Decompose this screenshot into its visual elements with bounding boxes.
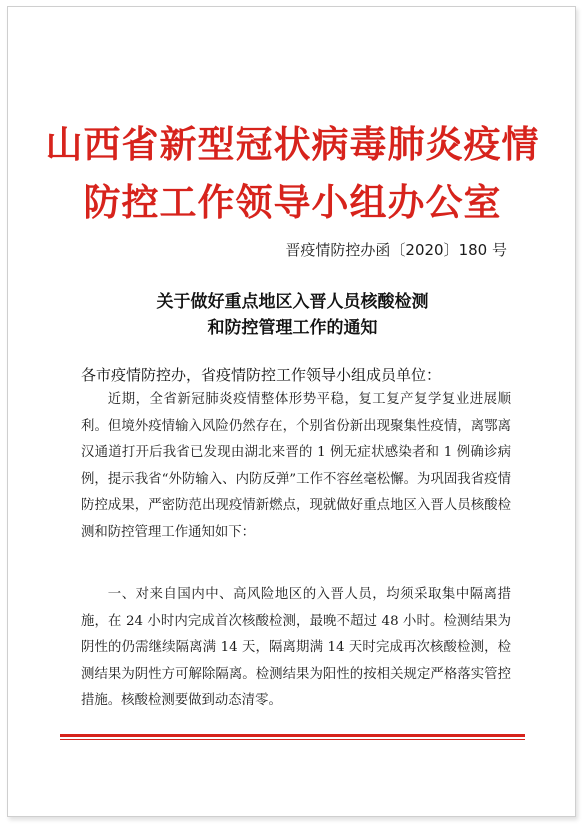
issuer-title-line1: 山西省新型冠状病毒肺炎疫情 bbox=[45, 122, 540, 166]
red-separator-thin bbox=[60, 739, 525, 740]
red-separator-thick bbox=[60, 734, 525, 737]
notice-title-line1: 关于做好重点地区入晋人员核酸检测 bbox=[156, 292, 429, 312]
document-number: 晋疫情防控办函〔2020〕180 号 bbox=[285, 241, 507, 259]
body-paragraph-1: 近期，全省新冠肺炎疫情整体形势平稳，复工复产复学复业进展顺利。但境外疫情输入风险仍然存在，个别省份新出现聚集性疫情，离鄂离汉通道打开后我省已发现由湖北来晋的 1 例无症状感染者和 1 例确诊病例，提示我省“外防输入、内防反弹”工作不容丝毫松懈。为巩固我省疫情防控成果，严密防范出现疫情新燃点，现就做好重点地区入晋人员核酸检测和防控管理工作通知如下： bbox=[81, 392, 511, 540]
salutation: 各市疫情防控办，省疫情防控工作领导小组成员单位： bbox=[81, 366, 442, 384]
issuer-title-line2: 防控工作领导小组办公室 bbox=[83, 180, 502, 224]
notice-title-line2: 和防控管理工作的通知 bbox=[207, 318, 378, 338]
body-paragraph-2: 一、对来自国内中、高风险地区的入晋人员，均须采取集中隔离措施，在 24 小时内完成首次核酸检测，最晚不超过 48 小时。检测结果为阴性的仍需继续隔离满 14 天，隔离期满 14 天时完成再次核酸检测，检测结果为阴性方可解除隔离。检测结果为阳性的按相关规定严格落实管控措施。核酸检测要做到动态清零。 bbox=[81, 587, 511, 709]
